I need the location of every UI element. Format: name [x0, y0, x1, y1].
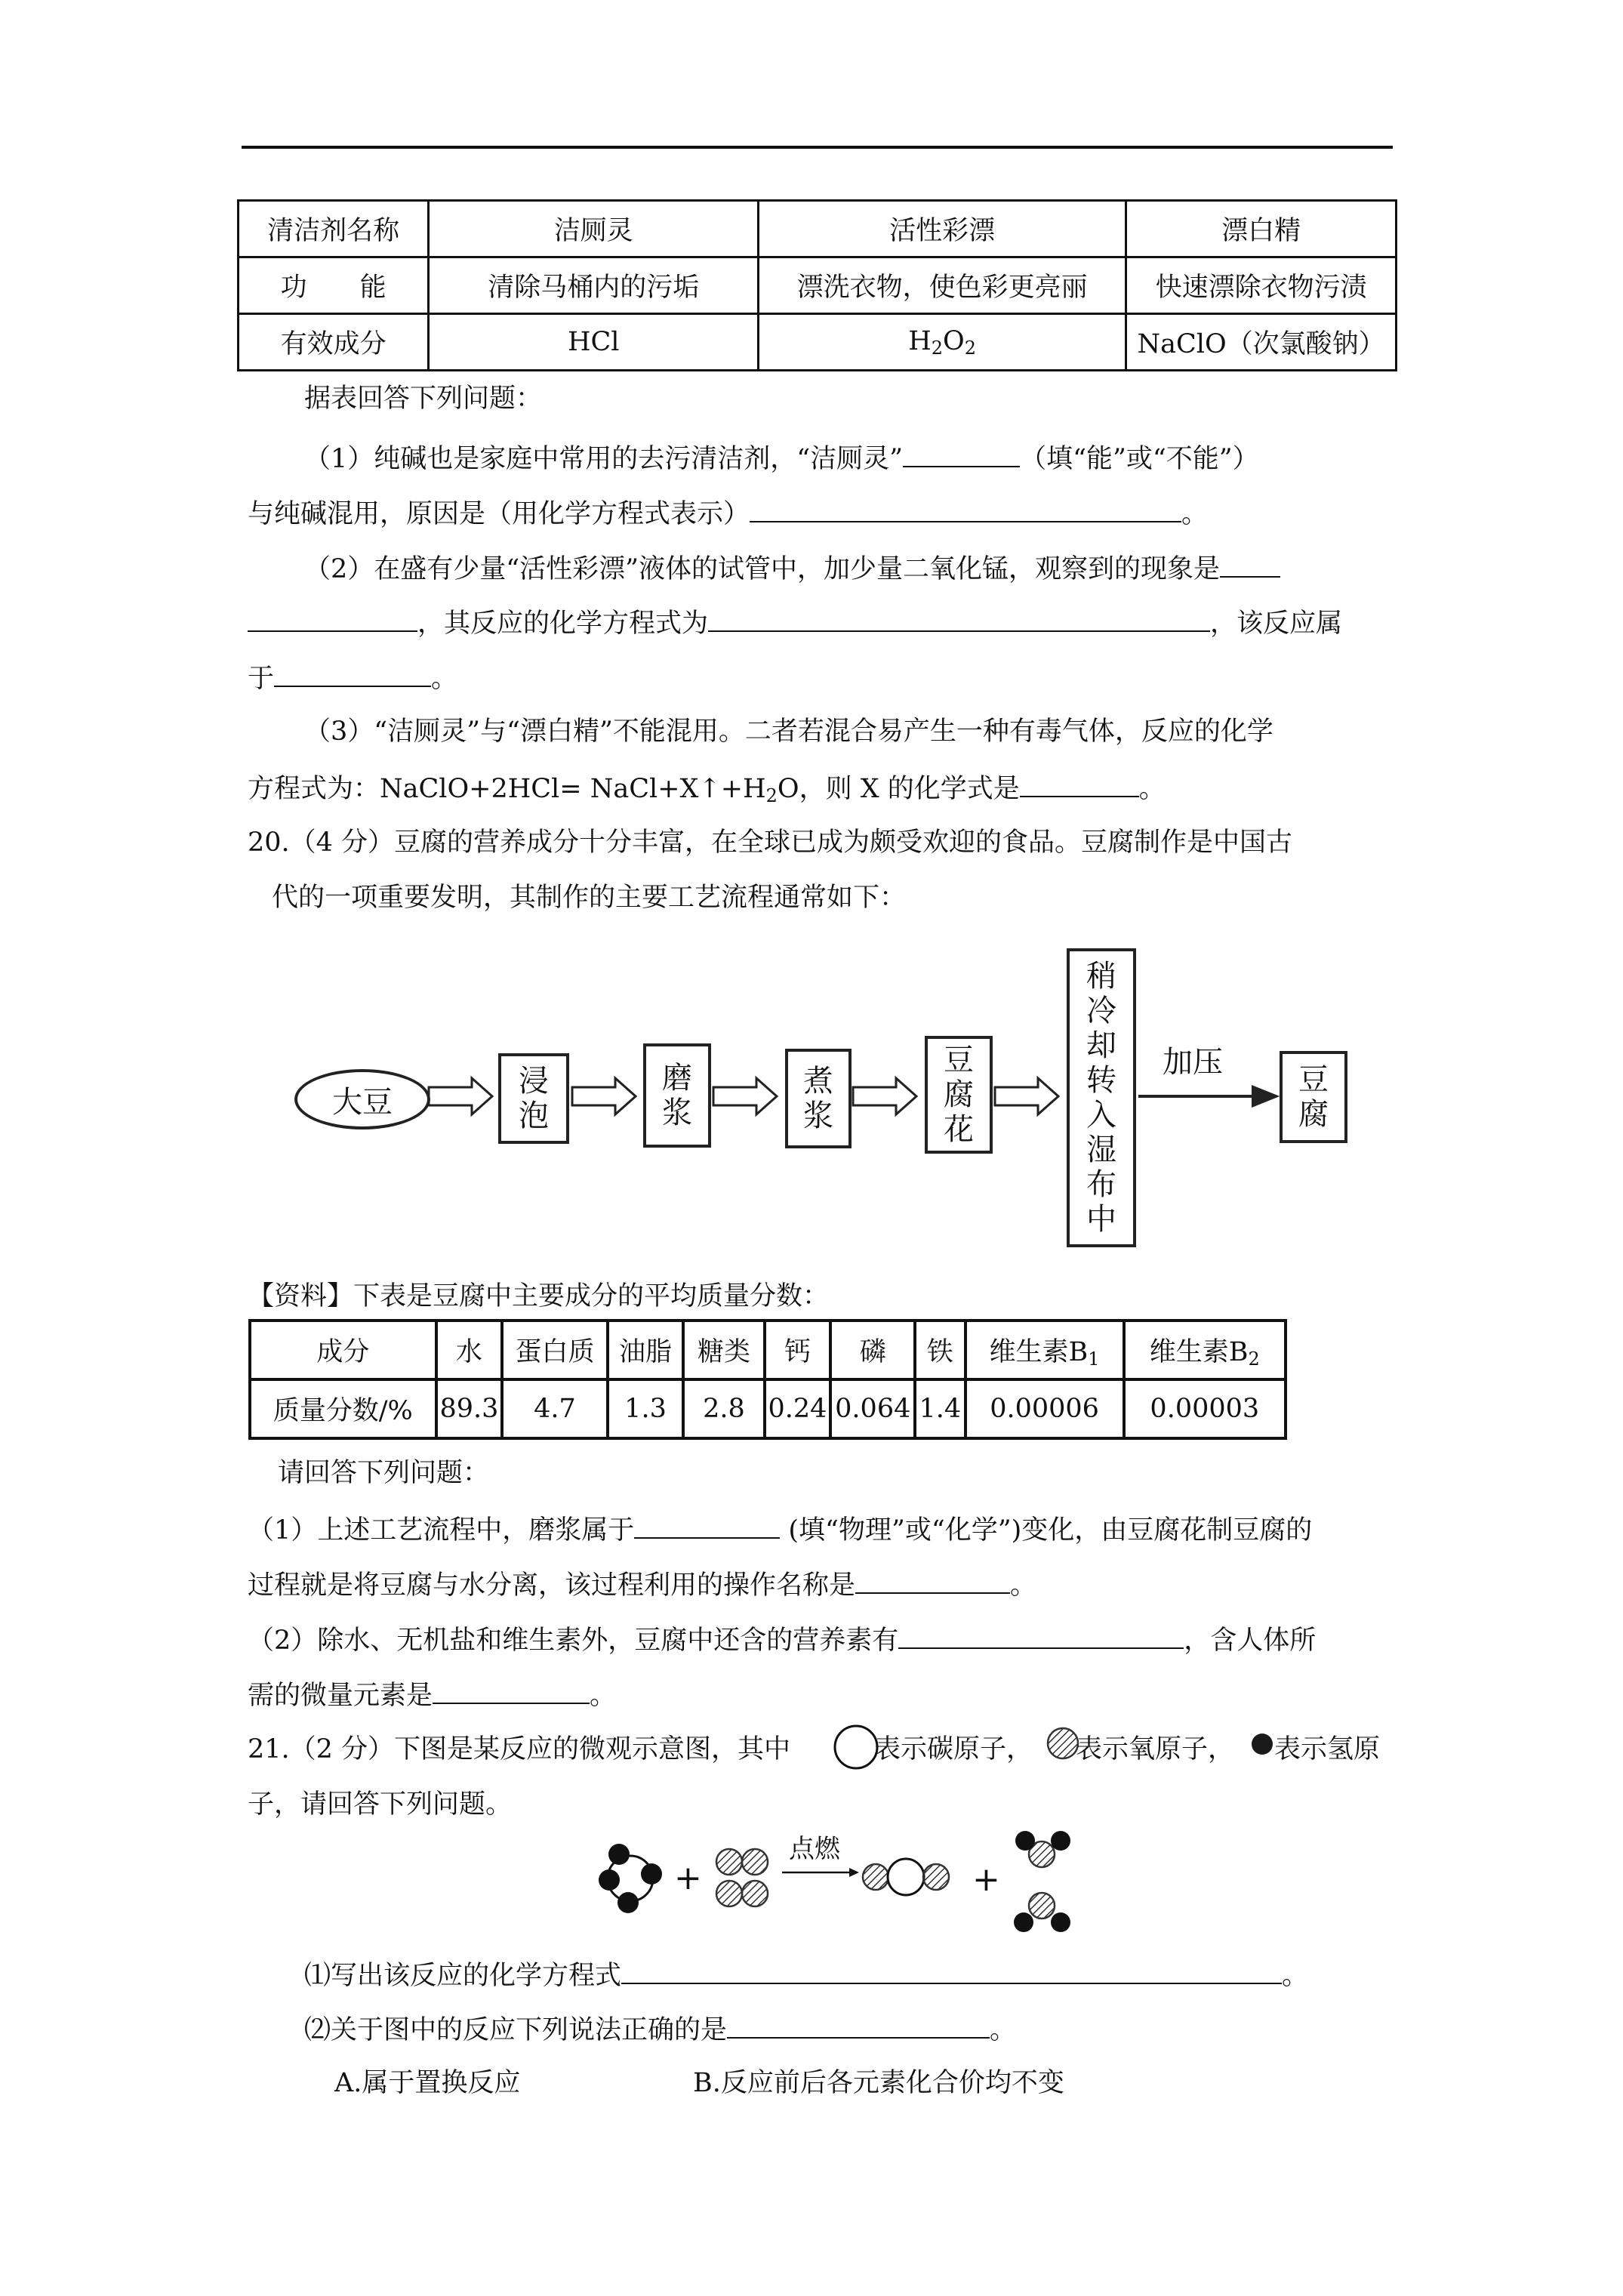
- q21-s2-end: 。: [990, 2015, 1017, 2045]
- table-cell: NaClO（次氯酸钠）: [1126, 314, 1397, 371]
- q21-oxygen-text: 表示氧原子，: [1076, 1734, 1235, 1764]
- table-cell: 漂洗衣物，使色彩更亮丽: [759, 257, 1126, 314]
- table-cell: 水: [436, 1321, 503, 1379]
- table-cell: 1.4: [915, 1379, 965, 1438]
- flow-step-soak: [498, 1053, 569, 1144]
- q20-s2-text: 需的微量元素是: [248, 1681, 433, 1711]
- oxygen-molecules: [716, 1849, 768, 1906]
- q20-sub1-line1: [248, 1512, 1312, 1547]
- q20-material-title: 【资料】下表是豆腐中主要成分的平均质量分数：: [248, 1281, 830, 1311]
- table-cell: 有效成分: [239, 314, 429, 371]
- table-cell: 清洁剂名称: [239, 201, 429, 257]
- press-arrow-head: [1253, 1087, 1276, 1105]
- q19-p2-text: ，该反应属: [1210, 609, 1343, 639]
- flow-step-label: 磨 浆: [662, 1061, 692, 1130]
- flow-step-label: 煮 浆: [803, 1064, 833, 1133]
- subscript: 2: [765, 785, 778, 806]
- flow-step-boil: [785, 1049, 852, 1148]
- hollow-arrow: [713, 1078, 777, 1114]
- q19-p3-text: O，则 X 的化学式是: [777, 774, 1020, 804]
- answer-blank[interactable]: [855, 1567, 1010, 1594]
- q20-line2: 代的一项重要发明，其制作的主要工艺流程通常如下：: [272, 883, 907, 913]
- table-cell: 铁: [915, 1321, 965, 1379]
- answer-blank[interactable]: [621, 1957, 1282, 1984]
- table-cell: 0.00006: [965, 1379, 1124, 1438]
- q20-sub2-line2: [248, 1677, 616, 1712]
- q19-p1-text: 与纯碱混用，原因是（用化学方程式表示）: [248, 499, 750, 529]
- table-cell: 成分: [250, 1321, 436, 1379]
- q20-s1-text: 过程就是将豆腐与水分离，该过程利用的操作名称是: [248, 1570, 856, 1601]
- q19-p1-end: 。: [1181, 499, 1209, 529]
- q20-s1-end: 。: [1010, 1570, 1037, 1601]
- table-cell: 油脂: [608, 1321, 684, 1379]
- table-cell: HCl: [429, 314, 759, 371]
- table-cell: [965, 1321, 1124, 1379]
- answer-blank[interactable]: [727, 2011, 990, 2039]
- q20-sub1-line2: [248, 1567, 1036, 1602]
- q19-p1-text: （1）纯碱也是家庭中常用的去污清洁剂，“洁厕灵”: [304, 444, 904, 474]
- q21-text: 21.（2 分）下图是某反应的微观示意图，其中: [248, 1734, 791, 1764]
- q19-p2-end: 。: [431, 664, 458, 694]
- q19-p2-text: （2）在盛有少量“活性彩漂”液体的试管中，加少量二氧化锰，观察到的现象是: [304, 554, 1221, 584]
- vitamin-label: 维生素$B_1$: [989, 1336, 1100, 1370]
- q20-s2-text: （2）除水、无机盐和维生素外，豆腐中还含的营养素有: [248, 1626, 899, 1656]
- answer-blank[interactable]: [634, 1512, 780, 1539]
- q19-p1-text: （填“能”或“不能”）: [1020, 444, 1259, 474]
- table-cell: 4.7: [502, 1379, 607, 1438]
- q20-sub2-line1: [248, 1622, 1316, 1657]
- table-cell: [1124, 1321, 1286, 1379]
- q19-p2-text: 于: [248, 664, 275, 694]
- table-cell: 1.3: [608, 1379, 684, 1438]
- q21-sub1: [304, 1957, 1308, 1992]
- methane-molecule: [599, 1844, 662, 1913]
- q21-line1: [248, 1733, 790, 1766]
- q20-s2-end: 。: [590, 1681, 617, 1711]
- table-cell: 快速漂除衣物污渍: [1126, 257, 1397, 314]
- hollow-arrow: [429, 1078, 492, 1114]
- flow-start-soybean: 大豆: [294, 1069, 430, 1130]
- flow-step-label: 稍 冷 却 转 入 湿 布 中: [1086, 959, 1116, 1237]
- q20-ask: 请回答下列问题：: [278, 1458, 490, 1488]
- plus-sign: +: [972, 1860, 1000, 1899]
- hollow-arrow: [995, 1078, 1058, 1114]
- press-label: 加压: [1163, 1045, 1223, 1080]
- hydrogen-atom-legend-icon: [1247, 1729, 1277, 1759]
- water-molecules: [1014, 1831, 1070, 1932]
- answer-blank[interactable]: [898, 1622, 1184, 1649]
- table-cell: 漂白精: [1126, 201, 1397, 257]
- flow-step-grind: [643, 1043, 711, 1148]
- table-cell: 糖类: [683, 1321, 764, 1379]
- q20-line1: 20.（4 分）豆腐的营养成分十分丰富，在全球已成为颇受欢迎的食品。豆腐制作是中国古: [248, 827, 1293, 858]
- q21-carbon-text: 表示碳原子，: [874, 1734, 1033, 1764]
- q19-p3-text: 方程式为：NaClO+2HCl= NaCl+X↑+H: [248, 774, 766, 804]
- table-row: [250, 1321, 1286, 1379]
- flow-step-label: 豆 腐: [1298, 1062, 1329, 1132]
- flow-step-tofu-pudding: [925, 1036, 993, 1154]
- vitamin-label: 维生素$B_2$: [1149, 1336, 1260, 1370]
- q21-s2-text: ⑵关于图中的反应下列说法正确的是: [304, 2015, 728, 2045]
- answer-blank[interactable]: [433, 1677, 590, 1704]
- q21-s1-end: 。: [1282, 1961, 1309, 1991]
- q21-option-b: B.反应前后各元素化合价均不变: [693, 2068, 1064, 2098]
- plus-sign: +: [674, 1859, 702, 1897]
- table-cell: 活性彩漂: [759, 201, 1126, 257]
- flow-step-label: 豆 腐 花: [944, 1043, 974, 1147]
- table-cell: 质量分数/%: [250, 1379, 436, 1438]
- table-cell: 洁厕灵: [429, 201, 759, 257]
- q19-part3-line1: （3）“洁厕灵”与“漂白精”不能混用。二者若混合易产生一种有毒气体，反应的化学: [304, 717, 1273, 747]
- flow-end-tofu: [1280, 1051, 1347, 1143]
- table-cell: 0.064: [830, 1379, 915, 1438]
- q21-s1-text: ⑴写出该反应的化学方程式: [304, 1961, 622, 1991]
- nutrition-table: [248, 1319, 1287, 1440]
- table-row: [250, 1379, 1286, 1438]
- q19-intro: 据表回答下列问题：: [304, 384, 543, 414]
- reaction-condition: 点燃: [789, 1834, 840, 1864]
- reaction-diagram: [574, 1827, 1117, 1940]
- table-cell: 0.24: [765, 1379, 831, 1438]
- hollow-arrow: [572, 1078, 636, 1114]
- table-cell: 清除马桶内的污垢: [429, 257, 759, 314]
- table-cell: 89.3: [436, 1379, 503, 1438]
- q19-p2-text: ，其反应的化学方程式为: [417, 609, 709, 639]
- q21-hydrogen-text: 表示氢原: [1274, 1734, 1381, 1764]
- table-cell: 2.8: [683, 1379, 764, 1438]
- q20-s1-text: （1）上述工艺流程中，磨浆属于: [248, 1515, 635, 1546]
- table-cell: 蛋白质: [502, 1321, 607, 1379]
- q20-s2-text: ，含人体所: [1184, 1626, 1317, 1656]
- carbon-dioxide-molecule: [863, 1859, 949, 1895]
- table-cell: 0.00003: [1124, 1379, 1286, 1438]
- q21-line2: 子，请回答下列问题。: [248, 1789, 513, 1820]
- q21-option-a: A.属于置换反应: [334, 2068, 521, 2098]
- table-cell: 钙: [765, 1321, 831, 1379]
- q20-s1-text: (填“物理”或“化学”)变化，由豆腐花制豆腐的: [780, 1515, 1313, 1546]
- table-cell: 功 能: [239, 257, 429, 314]
- hollow-arrow: [853, 1078, 916, 1114]
- formula-h2o2: $H_2O_2$: [908, 325, 977, 359]
- q19-p3-end: 。: [1138, 774, 1166, 804]
- q21-sub2: [304, 2011, 1016, 2047]
- reaction-arrow-head: [849, 1868, 859, 1877]
- flow-step-label: 浸 泡: [519, 1064, 549, 1133]
- table-cell: 磷: [830, 1321, 915, 1379]
- flow-step-cool-wrap: [1067, 948, 1136, 1247]
